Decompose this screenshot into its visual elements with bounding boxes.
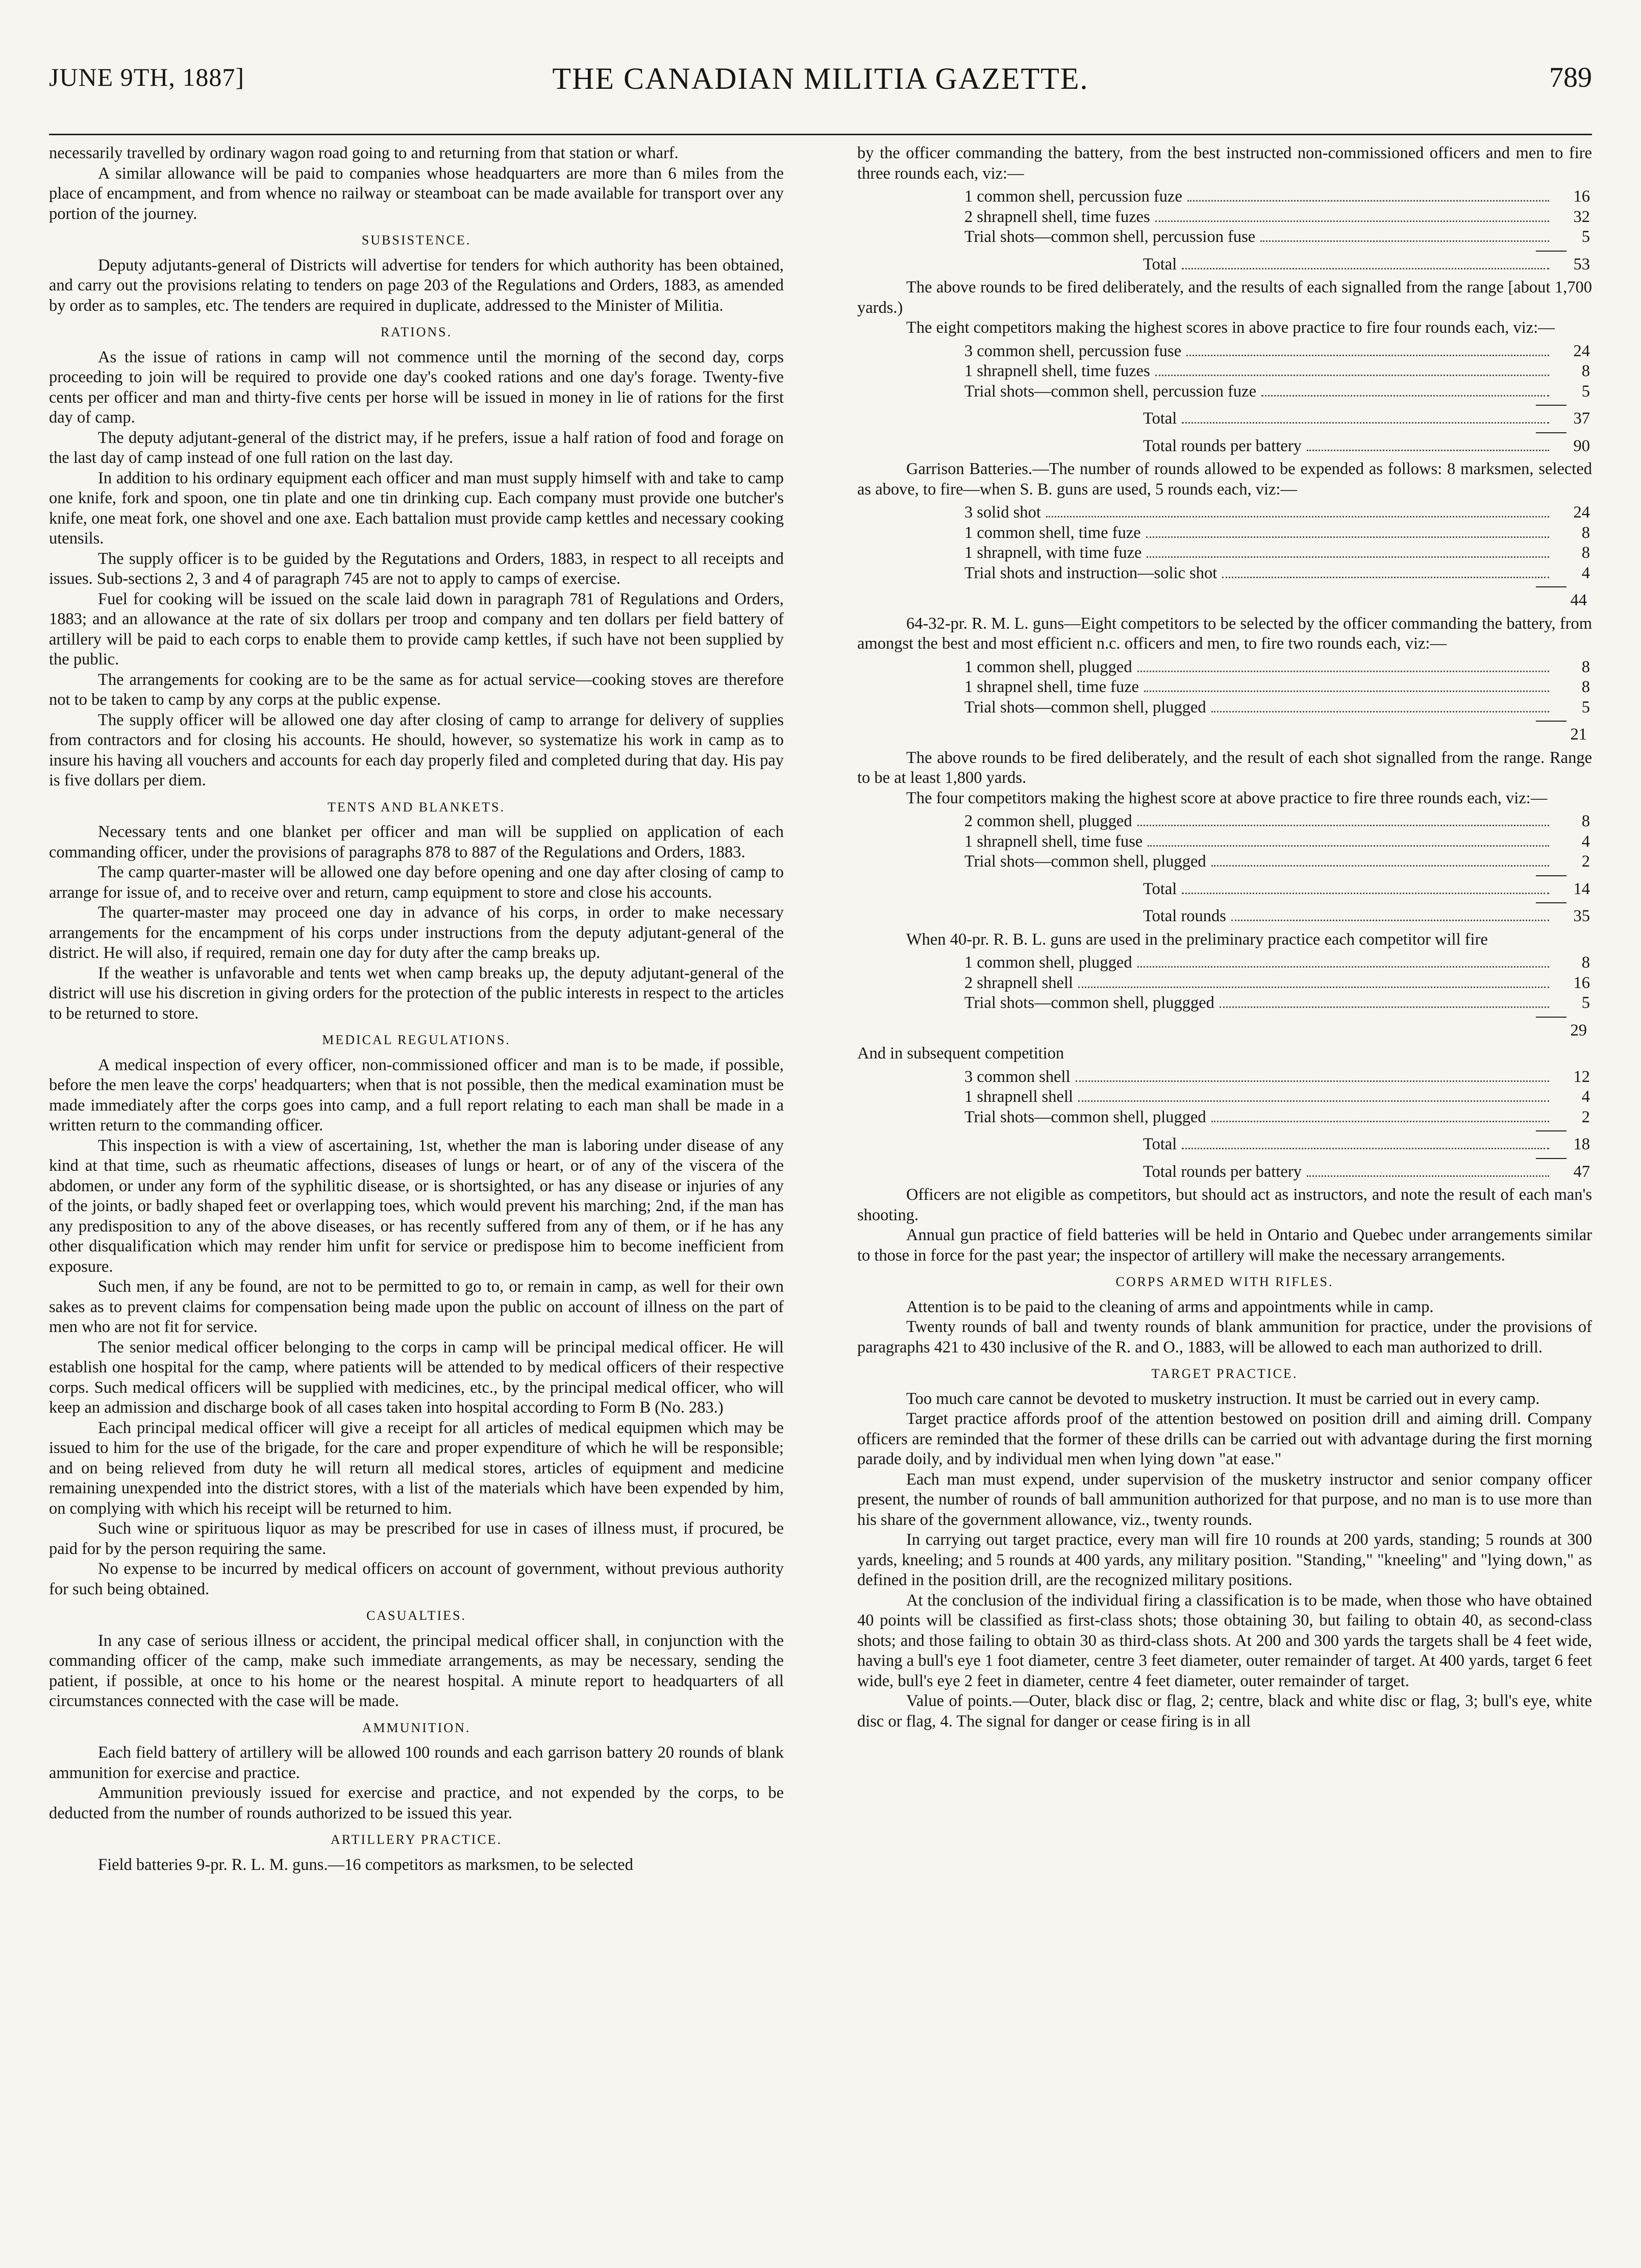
rounds-table-rbl-subsequent [857, 1067, 1592, 1182]
paragraph: In any case of serious illness or accident, the principal medical officer shall, in conjunction with the commanding officer of the camp, make such immediate arrangements, as may be necessary, sending the patient, if possible, at once to his home or the nearest hospital. A minute report to headquarters of all circumstances connected with the case will be made. [49, 1631, 784, 1710]
paragraph: Such men, if any be found, are not to be permitted to go to, or remain in camp, as well for their own sakes as to prevent claims for compensation being made upon the public on account of illness on the part of men who are not fit for service. [49, 1277, 784, 1336]
paragraph: A similar allowance will be paid to companies whose headquarters are more than 6 miles from the place of encampment, and from whence no railway or steamboat can be made available for transport over any portion of the journey. [49, 164, 784, 223]
table-row: 1 shrapnell shell, time fuzes 8 [964, 362, 1590, 380]
section-heading-target: TARGET PRACTICE. [1151, 1366, 1298, 1381]
table-row: Trial shots—common shell, plugged 5 [964, 698, 1590, 717]
paragraph: The supply officer will be allowed one day after closing of camp to arrange for delivery of supplies from contractors and for closing his accounts. He should, however, so systematize his work in camp as to insure his having all vouchers and accounts for each day properly filed and completed during that day. His pay is five dollars per diem. [49, 710, 784, 790]
paragraph: Value of points.—Outer, black disc or flag, 2; centre, black and white disc or flag, 3; bull's eye, white disc or flag, 4. The signal for danger or cease firing is in all [857, 1692, 1592, 1731]
table-total: Total 53 [1143, 255, 1590, 274]
paragraph: No expense to be incurred by medical officers on account of government, without previous authority for such being obtained. [49, 1560, 784, 1598]
paragraph: Annual gun practice of field batteries will be held in Ontario and Quebec under arrangements similar to those in force for the past year; the inspector of artillery will make the necessary arrangements. [857, 1226, 1592, 1265]
paragraph: The senior medical officer belonging to the corps in camp will be principal medical officer. He will establish one hospital for the camp, where patients will be attended to by medical officers of their respective corps. Such medical officers will be supplied with medicines, etc., by the principal medical officer, who will keep an admission and discharge book of all cases taken into hospital according to Form B (No. 283.) [49, 1338, 784, 1417]
table-sum: 21 [1570, 725, 1587, 744]
paragraph: The arrangements for cooking are to be the same as for actual service—cooking stoves are therefore not to be taken to camp by any corps at the public expense. [49, 670, 784, 709]
table-sum: 44 [1570, 591, 1587, 609]
rounds-table-rbl-preliminary [857, 953, 1592, 1041]
paragraph: Twenty rounds of ball and twenty rounds of blank ammunition for practice, under the provisions of paragraphs 421 to 430 inclusive of the R. and O., 1883, will be allowed to each man authorized to drill. [857, 1318, 1592, 1357]
paragraph: Ammunition previously issued for exercise and practice, and not expended by the corps, to be deducted from the number of rounds authorized to be issued this year. [49, 1784, 784, 1822]
section-heading-ammunition: AMMUNITION. [362, 1720, 471, 1735]
rounds-table-garrison-sb [857, 503, 1592, 611]
paragraph: As the issue of rations in camp will not commence until the morning of the second day, corps proceeding to join will be required to provide one day's cooked rations and one day's forage. Twenty-five cents per officer and man and thirty-five cents per horse will be issued in money in lie of rations for the first day of camp. [49, 348, 784, 427]
table-total: Total 37 [1143, 409, 1590, 428]
paragraph: Too much care cannot be devoted to musketry instruction. It must be carried out in every camp. [906, 1389, 1540, 1408]
paragraph: In addition to his ordinary equipment each officer and man must supply himself with and take to camp one knife, fork and spoon, one tin plate and one tin drinking cup. Each company must provide one butcher's knife, one meat fork, one shovel and one axe. Each battalion must provide camp kettles and necessary cooking utensils. [49, 469, 784, 548]
table-row: 2 shrapnell shell, time fuzes 32 [964, 207, 1590, 226]
table-grand-total: Total rounds per battery 47 [1143, 1162, 1590, 1181]
table-row: 1 common shell, time fuze 8 [964, 523, 1590, 542]
paragraph: necessarily travelled by ordinary wagon road going to and returning from that station or wharf. [49, 144, 679, 162]
table-row: Trial shots—common shell, plugged 2 [964, 1107, 1590, 1126]
paragraph: The camp quarter-master will be allowed one day before opening and one day after closing of camp to arrange for issue of, and to receive over and return, camp equipment to store and close his accounts. [49, 863, 784, 902]
paragraph: And in subsequent competition [857, 1044, 1064, 1063]
paragraph: The supply officer is to be guided by the Regutations and Orders, 1883, in respect to all receipts and issues. Sub-sections 2, 3 and 4 of paragraph 745 are not to apply to camps of exercise. [49, 549, 784, 588]
section-heading-artillery: ARTILLERY PRACTICE. [330, 1832, 503, 1847]
section-heading-medical: MEDICAL REGULATIONS. [322, 1032, 511, 1047]
table-grand-total: Total rounds per battery 90 [1143, 436, 1590, 455]
paragraph: The quarter-master may proceed one day in advance of his corps, in order to make necessary arrangements for the encampment of his corps under instructions from the deputy adjutant-general of the district. He will also, if required, remain one day for duty after the camp breaks up. [49, 903, 784, 962]
rounds-table-rml-final [857, 811, 1592, 927]
table-row: 2 shrapnell shell 16 [964, 973, 1590, 992]
table-row: 1 common shell, plugged 8 [964, 953, 1590, 972]
table-row: 3 solid shot 24 [964, 503, 1590, 522]
issue-date: JUNE 9TH, 1887] [49, 63, 245, 91]
paragraph: Officers are not eligible as competitors, but should act as instructors, and note the result of each man's shooting. [857, 1186, 1592, 1224]
table-row: 1 shrapnell, with time fuze 8 [964, 544, 1590, 562]
table-row: Trial shots and instruction—solic shot 4 [964, 563, 1590, 582]
table-row: 1 shrapnell shell 4 [964, 1088, 1590, 1106]
table-row: 1 common shell, plugged 8 [964, 657, 1590, 676]
page-number: 789 [1549, 62, 1592, 93]
table-sum: 29 [1570, 1021, 1587, 1040]
table-row: 1 common shell, percussion fuze 16 [964, 187, 1590, 206]
paragraph: This inspection is with a view of ascertaining, 1st, whether the man is laboring under disease of any kind at that time, such as rheumatic affections, diseases of lungs or heart, or of any of the viscera of the abdomen, or under any form of the syphilitic disease, or is shortsighted, or has any disease or injuries of any of the joints, or badly shaped feet or overlapping toes, which would prevent his marching; 2nd, if the man has any predisposition to any of the above diseases, or has recently suffered from any of them, or if he has any other disqualification which may render him unfit for service or predispose him to become inefficient from exposure. [49, 1136, 784, 1276]
table-row: 3 common shell 12 [964, 1067, 1590, 1086]
table-row: Trial shots—common shell, percussion fuse 5 [964, 228, 1590, 246]
paragraph: 64-32-pr. R. M. L. guns—Eight competitors to be selected by the officer commanding the battery, from amongst the best and most efficient n.c. officers and men, to fire two rounds each, viz:— [857, 614, 1592, 653]
section-heading-tents: TENTS AND BLANKETS. [327, 799, 506, 815]
paragraph: The above rounds to be fired deliberately, and the results of each signalled from the range [about 1,700 yards.) [857, 278, 1592, 317]
table-grand-total: Total rounds 35 [1143, 907, 1590, 925]
table-row: 1 shrapnel shell, time fuze 8 [964, 678, 1590, 696]
paragraph: Fuel for cooking will be issued on the scale laid down in paragraph 781 of Regulations and Orders, 1883; and an allowance at the rate of six dollars per troop and company and ten dollars per field battery of artillery will be paid to each corps to enable them to provide camp kettles, if such have not been supplied by the public. [49, 589, 784, 669]
paragraph: If the weather is unfavorable and tents wet when camp breaks up, the deputy adjutant-general of the district will use his discretion in giving orders for the protection of the public interests in respect to the articles to be returned to store. [49, 964, 784, 1023]
paragraph: When 40-pr. R. B. L. guns are used in the preliminary practice each competitor will fire [906, 930, 1488, 949]
rounds-table-rml-preliminary [857, 657, 1592, 745]
section-heading-casualties: CASUALTIES. [366, 1608, 466, 1623]
paragraph: The four competitors making the highest score at above practice to fire three rounds each, viz:— [906, 788, 1548, 807]
left-column [49, 143, 784, 1875]
table-row: 3 common shell, percussion fuse 24 [964, 341, 1590, 360]
paragraph: Each field battery of artillery will be allowed 100 rounds and each garrison battery 20 rounds of blank ammunition for exercise and practice. [49, 1743, 784, 1782]
rounds-table-field-final [857, 341, 1592, 457]
paragraph: Each man must expend, under supervision of the musketry instructor and senior company officer present, the number of rounds of ball ammunition authorized for that purpose, and no man is to use more than his share of the government allowance, viz., twenty rounds. [857, 1470, 1592, 1529]
paragraph: A medical inspection of every officer, non-commissioned officer and man is to be made, if possible, before the men leave the corps' headquarters; when that is not possible, then the medical examination must be made immediately after the corps goes into camp, and a full report relating to each man shall be made in a written return to the commanding officer. [49, 1055, 784, 1135]
publication-title: THE CANADIAN MILITIA GAZETTE. [552, 62, 1089, 95]
section-heading-rifles: CORPS ARMED WITH RIFLES. [1115, 1274, 1334, 1289]
paragraph: The eight competitors making the highest scores in above practice to fire four rounds each, viz:— [906, 318, 1555, 337]
table-row: 2 common shell, plugged 8 [964, 812, 1590, 830]
table-row: Trial shots—common shell, pluggged 5 [964, 994, 1590, 1012]
table-total: Total 14 [1143, 879, 1590, 898]
table-row: Trial shots—common shell, percussion fuze 5 [964, 382, 1590, 401]
paragraph: Necessary tents and one blanket per officer and man will be supplied on application of each commanding officer, under the provisions of paragraphs 878 to 887 of the Regulations and Orders, 1883. [49, 823, 784, 861]
section-heading-subsistence: SUBSISTENCE. [361, 233, 471, 248]
paragraph: Attention is to be paid to the cleaning of arms and appointments while in camp. [906, 1297, 1434, 1316]
right-column [857, 143, 1592, 1875]
section-heading-rations: RATIONS. [380, 325, 453, 339]
paragraph: At the conclusion of the individual firing a classification is to be made, when those who have obtained 40 points will be classified as first-class shots; those obtaining 30, but failing to obtain 40, as second-class shots; and those failing to obtain 30 as third-class shots. At 200 and 300 yards the targets shall be 4 feet wide, having a bull's eye 1 foot diameter, centre 3 feet diameter, outer remainder of target. At 400 yards, target 6 feet wide, bull's eye 2 feet in diameter, centre 4 feet diameter, outer remainder of target. [857, 1591, 1592, 1690]
table-total: Total 18 [1143, 1135, 1590, 1153]
paragraph: by the officer commanding the battery, from the best instructed non-commissioned officers and men to fire three rounds each, viz:— [857, 144, 1592, 183]
table-row: Trial shots—common shell, plugged 2 [964, 852, 1590, 871]
paragraph: Field batteries 9-pr. R. L. M. guns.—16 competitors as marksmen, to be selected [98, 1855, 633, 1874]
paragraph: In carrying out target practice, every man will fire 10 rounds at 200 yards, standing; 5 rounds at 300 yards, kneeling; and 5 rounds at 400 yards, any military position. "Standing," "kneeling" and "lying down," as defined in the position drill, are the recognized military positions. [857, 1531, 1592, 1589]
paragraph: Deputy adjutants-general of Districts will advertise for tenders for which authority has been obtained, and carry out the provisions relating to tenders on page 203 of the Regulations and Orders, 1883, as amended by order as to samples, etc. The tenders are required in duplicate, addressed to the Minister of Militia. [49, 256, 784, 315]
paragraph: Target practice affords proof of the attention bestowed on position drill and aiming drill. Company officers are reminded that the former of these drills can be carried out with advantage during the first morning parade doily, and by individual men when lying down "at ease." [857, 1410, 1592, 1468]
paragraph: The deputy adjutant-general of the district may, if he prefers, issue a half ration of food and forage on the last day of camp instead of one full ration on the last day. [49, 428, 784, 467]
table-row: 1 shrapnell shell, time fuse 4 [964, 832, 1590, 851]
paragraph: Each principal medical officer will give a receipt for all articles of medical equipmen which may be issued to him for the use of the brigade, for the care and proper expenditure of which he will be responsible; and on being relieved from duty he will return all medical stores, articles of equipment and medicine remaining unexpended into the district stores, with a list of the materials which have been expended by him, on complying with which his receipt will be returned to him. [49, 1418, 784, 1518]
paragraph: Garrison Batteries.—The number of rounds allowed to be expended as follows: 8 marksmen, selected as above, to fire—when S. B. guns are used, 5 rounds each, viz:— [857, 460, 1592, 499]
rounds-table-field-preliminary [857, 187, 1592, 275]
paragraph: The above rounds to be fired deliberately, and the result of each shot signalled from the range. Range to be at least 1,800 yards. [857, 748, 1592, 787]
masthead [49, 0, 1592, 135]
paragraph: Such wine or spirituous liquor as may be prescribed for use in cases of illness must, if procured, be paid for by the person requiring the same. [49, 1519, 784, 1558]
